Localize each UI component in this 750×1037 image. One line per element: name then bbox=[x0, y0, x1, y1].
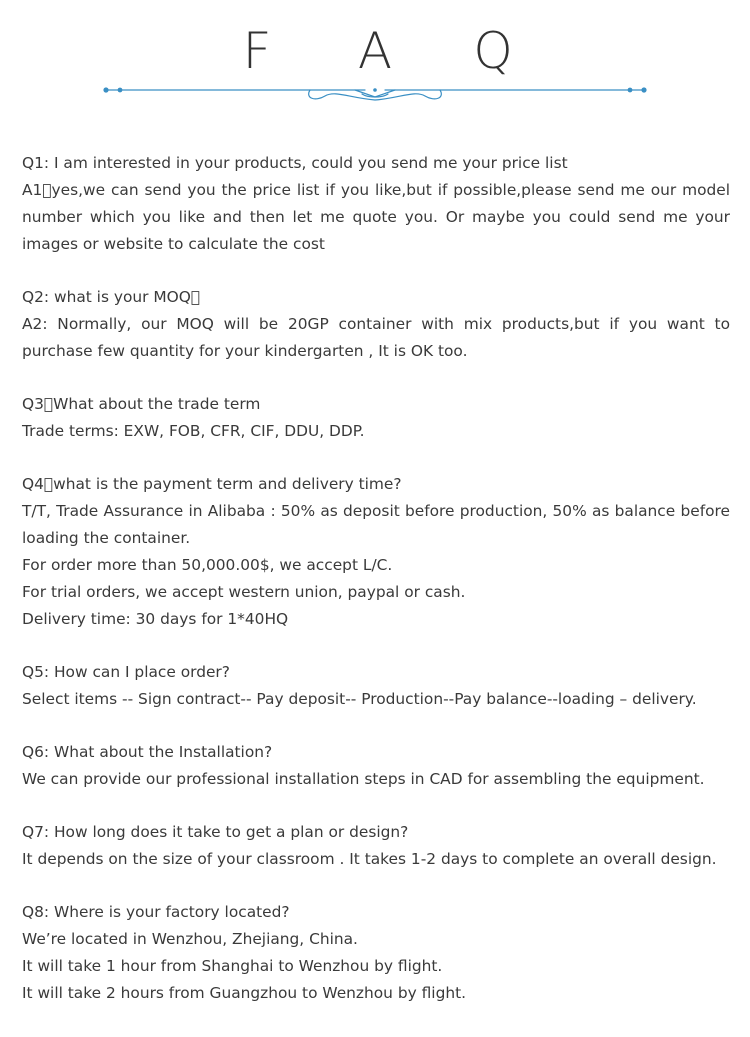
faq-item-q6 bbox=[22, 739, 730, 793]
faq-answer: We can provide our professional installation steps in CAD for assembling the equipment. bbox=[22, 770, 705, 788]
faq-question: Q8: Where is your factory located? bbox=[22, 903, 290, 921]
faq-answer: A1 yes,we can send you the price list if you like,but if possible,please send me our model number which you like and then let me quote you. Or maybe you could send me your images or website to calculate the cost bbox=[22, 181, 730, 253]
faq-question: Q1: I am interested in your products, could you send me your price list bbox=[22, 154, 568, 172]
faq-question: Q3 What about the trade term bbox=[22, 395, 261, 413]
faq-question: Q4 what is the payment term and delivery time? bbox=[22, 475, 402, 493]
faq-item-q4 bbox=[22, 471, 730, 633]
faq-item-q7 bbox=[22, 819, 730, 873]
faq-answer: A2: Normally, our MOQ will be 20GP container with mix products,but if you want to purchase few quantity for your kindergarten , It is OK too. bbox=[22, 315, 730, 360]
faq-answer-line: It will take 1 hour from Shanghai to Wenzhou by flight. bbox=[22, 957, 443, 975]
faq-answer-line: For trial orders, we accept western union, paypal or cash. bbox=[22, 583, 466, 601]
faq-item-q3 bbox=[22, 391, 730, 445]
faq-item-q5 bbox=[22, 659, 730, 713]
faq-answer: Trade terms: EXW, FOB, CFR, CIF, DDU, DDP. bbox=[22, 422, 365, 440]
faq-item-q1 bbox=[22, 150, 730, 258]
title-letter-f: F bbox=[242, 22, 272, 80]
faq-question: Q6: What about the Installation? bbox=[22, 743, 273, 761]
faq-answer: It depends on the size of your classroom . It takes 1-2 days to complete an overall design. bbox=[22, 850, 717, 868]
faq-content bbox=[22, 150, 730, 1033]
faq-answer: Select items -- Sign contract-- Pay deposit-- Production--Pay balance--loading – delivery. bbox=[22, 690, 697, 708]
faq-header bbox=[0, 0, 750, 110]
faq-answer: T/T, Trade Assurance in Alibaba : 50% as deposit before production, 50% as balance before loading the container. bbox=[22, 502, 730, 547]
title-letter-q: Q bbox=[473, 22, 513, 80]
faq-answer-line: Delivery time: 30 days for 1*40HQ bbox=[22, 610, 289, 628]
decorative-divider-icon bbox=[100, 78, 650, 108]
faq-answer-line: It will take 2 hours from Guangzhou to Wenzhou by flight. bbox=[22, 984, 467, 1002]
faq-question: Q5: How can I place order? bbox=[22, 663, 230, 681]
faq-item-q8 bbox=[22, 899, 730, 1007]
faq-question: Q2: what is your MOQ  bbox=[22, 288, 201, 306]
page-title bbox=[0, 22, 750, 80]
faq-question: Q7: How long does it take to get a plan or design? bbox=[22, 823, 409, 841]
faq-answer-line: We’re located in Wenzhou, Zhejiang, China. bbox=[22, 930, 358, 948]
faq-answer-line: For order more than 50,000.00$, we accept L/C. bbox=[22, 556, 393, 574]
faq-item-q2 bbox=[22, 284, 730, 365]
title-letter-a: A bbox=[357, 22, 393, 80]
